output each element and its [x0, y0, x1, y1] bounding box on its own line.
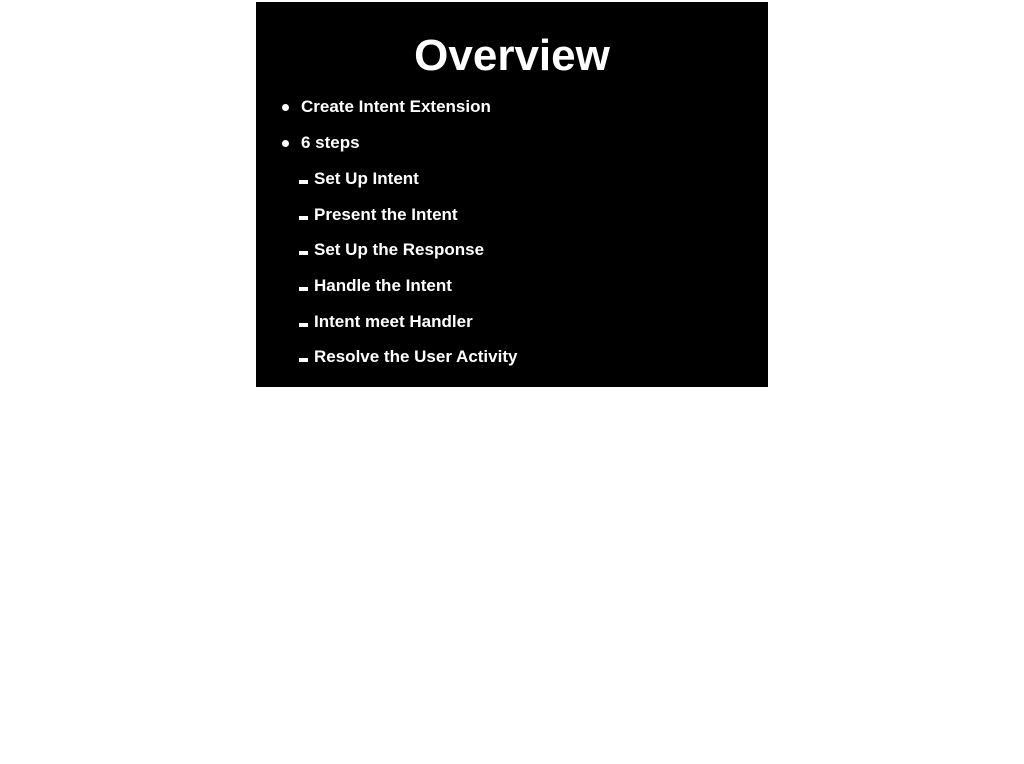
sub-bullet-text: Resolve the User Activity: [314, 347, 518, 366]
bullet-dash-icon: [299, 216, 308, 220]
sub-bullet-text: Present the Intent: [314, 205, 458, 224]
sub-bullet-text: Set Up Intent: [314, 169, 419, 188]
bullet-text: Create Intent Extension: [301, 97, 491, 116]
slide: [256, 2, 768, 387]
bullet-dash-icon: [299, 323, 308, 327]
sub-bullet-text: Set Up the Response: [314, 240, 485, 259]
slide-title: Overview: [414, 31, 610, 80]
sub-bullet-text: Intent meet Handler: [314, 312, 473, 331]
bullet-dash-icon: [299, 180, 308, 184]
bullet-dash-icon: [299, 358, 308, 362]
bullet-dash-icon: [299, 287, 308, 291]
bullet-dot-icon: [282, 140, 289, 147]
bullet-list: [256, 2, 768, 387]
bullet-text: 6 steps: [301, 133, 360, 152]
sub-bullet-text: Handle the Intent: [314, 276, 452, 295]
bullet-dash-icon: [299, 251, 308, 255]
bullet-dot-icon: [282, 104, 289, 111]
